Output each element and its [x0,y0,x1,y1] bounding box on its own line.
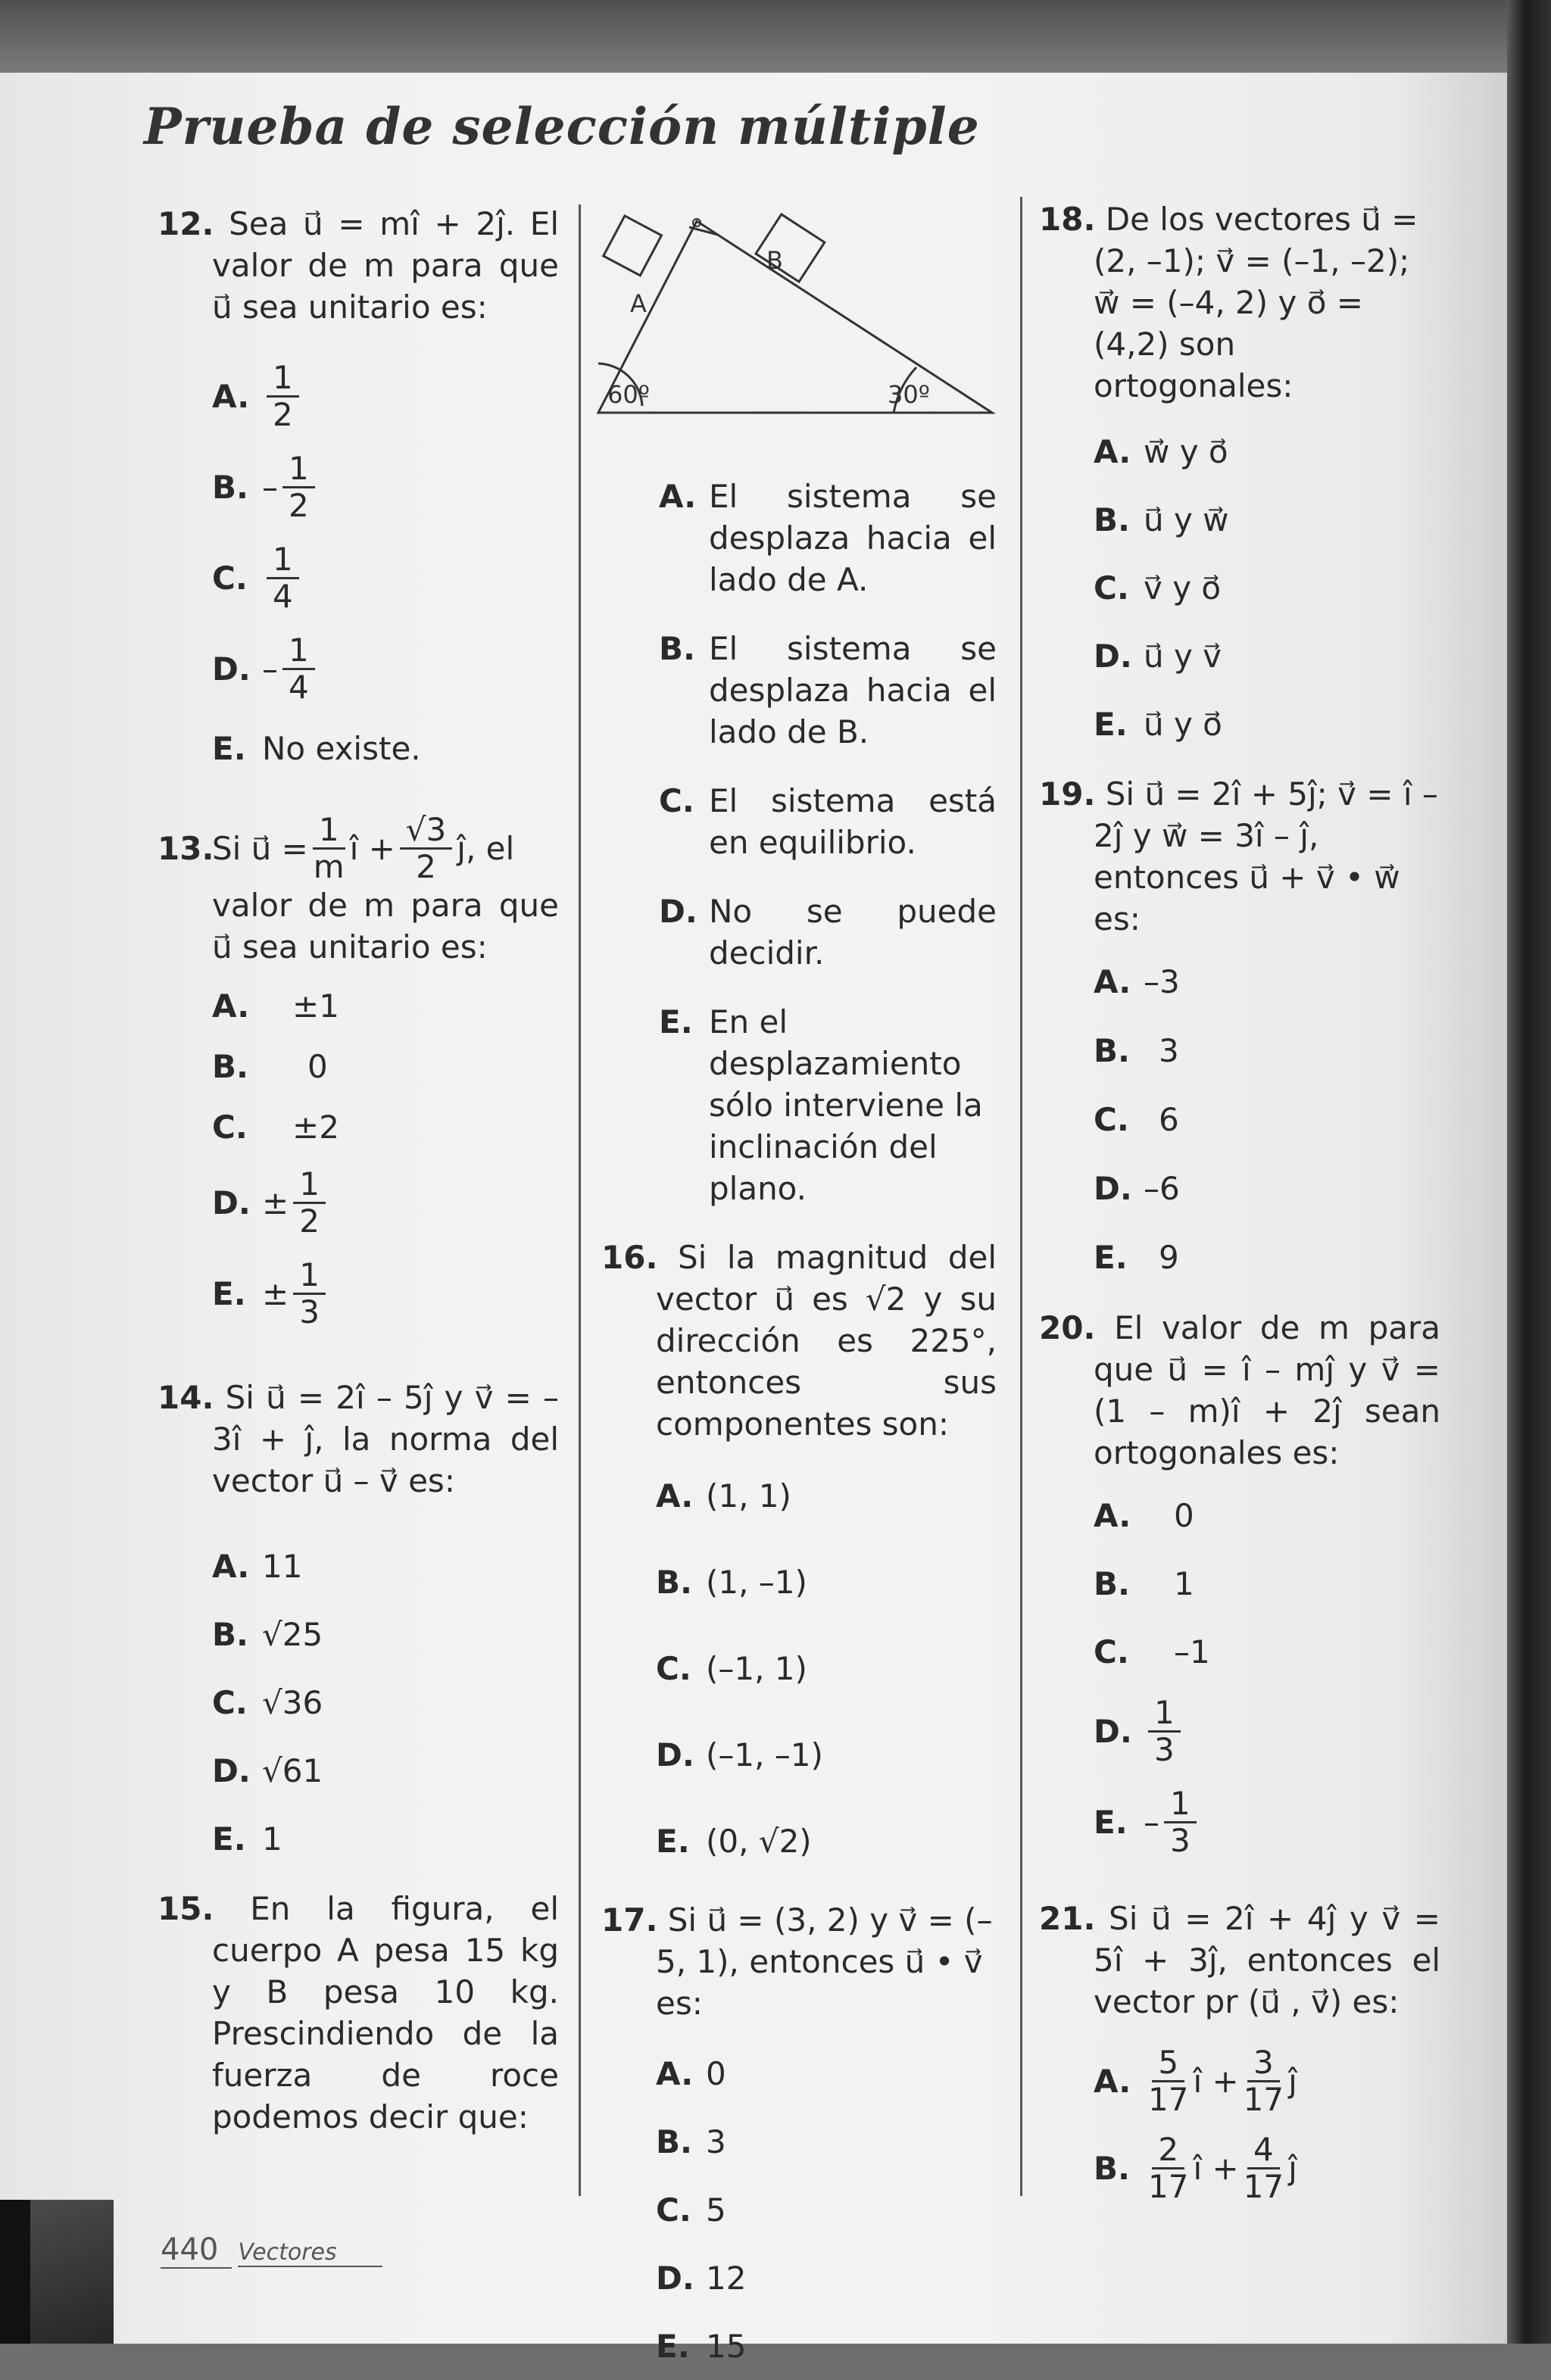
option-value: –3 [1144,963,1180,1000]
numerator: 3 [1247,2045,1280,2082]
question-number: 12. [158,205,214,242]
question-text [158,1888,559,2138]
option-value: 11 [262,1547,303,1585]
option-b[interactable] [212,1600,559,1668]
option-label: C. [212,559,248,597]
option-value: î + [1193,2063,1239,2100]
option-value: 3 [706,2123,726,2160]
column-2 [601,476,997,2380]
fraction [1148,1695,1181,1767]
option-value: ±2 [292,1108,339,1146]
option-label: D. [1094,1170,1132,1207]
option-value: ±1 [292,987,339,1025]
option-label: B. [659,630,695,667]
question-body: Si u⃗ = [212,830,308,867]
option-label: B. [212,468,248,506]
option-value: En el desplazamiento sólo interviene la inclinación del plano. [709,1003,983,1207]
fraction [267,542,299,614]
option-b[interactable] [212,441,559,532]
option-label: C. [212,1683,248,1721]
question-15 [158,1888,559,2138]
option-label: D. [212,650,251,688]
numerator: 2 [1152,2132,1184,2169]
fraction [1244,2132,1284,2204]
denominator: 4 [289,668,309,706]
option-label: D. [656,2259,694,2297]
option-d[interactable] [656,2244,997,2312]
denominator: 2 [273,395,293,433]
angle-label-left: 60º [607,380,650,409]
option-value: No se puede decidir. [709,893,997,972]
question-body: Si u⃗ = 2î + 5ĵ; v⃗ = î – 2ĵ y w⃗ = 3î – ĵ, entonces u⃗ + v⃗ • w⃗ es: [1094,775,1438,937]
denominator: 2 [299,1202,320,1240]
option-b[interactable] [1094,1549,1440,1617]
option-label: C. [1094,569,1129,607]
column-1 [158,203,559,2138]
question-14 [158,1377,559,1873]
option-label: B. [1094,1564,1130,1602]
option-b[interactable] [1094,1016,1440,1085]
option-label: A. [1094,432,1131,470]
option-label: A. [656,2054,694,2092]
option-value: u⃗ y v⃗ [1144,637,1222,675]
fraction [1148,2045,1188,2117]
question-number: 18. [1039,201,1096,238]
denominator: 2 [289,486,309,524]
option-e[interactable] [656,1820,997,1884]
option-value: √25 [262,1615,323,1653]
numerator: 1 [267,542,299,579]
options [1039,2038,1440,2212]
option-c[interactable] [659,780,997,863]
question-body: Sea u⃗ = mî + 2ĵ. El valor de m para que u⃗ sea unitario es: [212,205,560,326]
denominator: 2 [416,848,436,885]
denominator: 4 [273,577,293,615]
question-body: El valor de m para que u⃗ = î – mĵ y v⃗ = (1 – m)î + 2ĵ sean ortogonales es: [1094,1309,1440,1471]
fraction [1244,2045,1284,2117]
option-value: √61 [262,1751,323,1789]
option-label: E. [212,1820,246,1858]
question-number: 13. [158,830,214,867]
question-text [601,1237,997,1445]
numerator: 1 [282,633,315,670]
option-c[interactable] [1094,1617,1440,1686]
option-e[interactable] [212,714,559,782]
option-value: î + [1193,2150,1239,2187]
option-b[interactable] [656,2107,997,2176]
option-a[interactable] [1094,2038,1440,2125]
column-3 [1039,198,1440,2212]
option-value: El sistema se desplaza hacia el lado de B. [709,630,997,750]
option-a[interactable] [212,1532,559,1600]
column-divider-right [1020,197,1022,2196]
question-text [158,1377,559,1502]
option-e[interactable] [656,2312,997,2380]
denominator: 3 [1154,1730,1175,1768]
scan-top-edge [0,0,1551,73]
option-label: D. [212,1184,251,1221]
numerator: 1 [313,813,345,850]
fraction [267,360,299,432]
option-label: D. [659,893,697,930]
option-label: E. [659,1003,693,1040]
option-c[interactable] [212,532,559,623]
block-a [604,216,662,276]
option-label: B. [212,1047,248,1085]
option-e[interactable] [659,1001,997,1209]
option-b[interactable] [659,628,997,753]
option-value: 0 [1174,1496,1194,1534]
option-value: √36 [262,1683,323,1721]
inclined-plane-figure [591,212,1007,424]
option-label: C. [212,1108,248,1146]
question-number: 14. [158,1379,214,1416]
option-a[interactable] [212,351,559,441]
option-e[interactable] [1094,1776,1440,1867]
option-label: C. [659,782,694,819]
option-c[interactable] [1094,554,1440,622]
option-label: E. [1094,1803,1128,1841]
denominator: 17 [1243,2168,1284,2205]
option-value: 12 [706,2259,747,2297]
option-c[interactable] [1094,1085,1440,1154]
option-sign: ± [262,1274,289,1312]
option-a[interactable] [212,975,559,1036]
option-label: B. [1094,501,1130,538]
fraction [400,813,452,884]
question-13 [158,813,559,1339]
option-value: 5 [706,2191,726,2229]
question-12 [158,203,559,782]
option-sign: ± [262,1184,289,1221]
denominator: 3 [299,1293,320,1330]
option-label: C. [1094,1633,1129,1670]
question-body: î + [349,830,395,867]
option-label: A. [212,1547,250,1585]
question-body: En la figura, el cuerpo A pesa 15 kg y B pesa 10 kg. Prescindiendo de la fuerza de roce podemos decir que: [212,1890,559,2135]
option-e[interactable] [212,1248,559,1339]
question-text [1039,1898,1440,2023]
block-label-a: A [630,289,647,318]
block-label-b: B [766,246,783,275]
option-d[interactable] [1094,622,1440,690]
option-d[interactable] [1094,1154,1440,1223]
option-d[interactable] [659,891,997,974]
denominator: 17 [1148,2168,1189,2205]
fraction [293,1167,326,1239]
option-label: C. [656,2191,691,2229]
option-a[interactable] [1094,417,1440,485]
option-c[interactable] [656,1648,997,1734]
options [158,1532,559,1873]
option-value: 1 [1174,1564,1194,1602]
fraction [1164,1786,1197,1858]
option-a[interactable] [1094,947,1440,1016]
page-number: 440 [161,2232,232,2269]
question-21 [1039,1898,1440,2212]
option-b[interactable] [1094,485,1440,554]
option-a[interactable] [1094,1481,1440,1549]
column-divider-left [579,204,581,2196]
page-title: Prueba de selección múltiple [144,97,980,156]
option-c[interactable] [656,2176,997,2244]
option-value: u⃗ y w⃗ [1144,501,1229,538]
question-text [158,203,559,328]
question-number: 21. [1039,1900,1096,1937]
option-value: w⃗ y o⃗ [1144,432,1228,470]
option-c[interactable] [212,1096,559,1157]
option-label: A. [659,478,697,515]
options [601,2039,997,2380]
option-value: No existe. [262,729,421,767]
option-label: D. [1094,1712,1132,1750]
question-text [1039,773,1440,940]
numerator: 4 [1247,2132,1280,2169]
option-e[interactable] [1094,690,1440,758]
option-label: D. [212,1751,251,1789]
option-label: A. [1094,963,1131,1000]
option-value: v⃗ y o⃗ [1144,569,1222,607]
option-label: E. [212,1274,246,1312]
option-a[interactable] [659,476,997,600]
option-label: A. [1094,1496,1131,1534]
denominator: 17 [1243,2081,1284,2118]
options [1039,1481,1440,1867]
question-18 [1039,198,1440,758]
option-label: E. [1094,1239,1128,1276]
option-a[interactable] [656,2039,997,2107]
option-label: D. [1094,637,1132,675]
option-value: ĵ [1288,2150,1297,2187]
option-a[interactable] [656,1475,997,1561]
option-label: E. [656,2327,690,2365]
option-sign: – [262,650,278,688]
option-label: B. [656,1564,692,1601]
question-body: Si u⃗ = 2î – 5ĵ y v⃗ = –3î + ĵ, la norma del vector u⃗ – v⃗ es: [212,1379,559,1499]
question-text [601,1899,997,2024]
question-text [1039,198,1440,407]
option-e[interactable] [212,1804,559,1873]
fraction [313,813,345,884]
question-body: Si la magnitud del vector u⃗ es √2 y su dirección es 225°, entonces sus componentes son: [656,1239,997,1443]
fraction [1148,2132,1188,2204]
numerator: 1 [282,451,315,488]
question-number: 16. [601,1239,658,1276]
question-text [158,813,559,884]
question-number: 20. [1039,1309,1096,1346]
options [158,975,559,1339]
option-value: 0 [307,1047,328,1085]
page-footer [161,2232,382,2267]
question-body: valor de m para que u⃗ sea unitario es: [212,887,559,965]
option-label: E. [212,729,246,767]
option-label: A. [1094,2063,1131,2100]
angle-label-right: 30º [888,380,930,409]
question-16 [601,1237,997,1884]
option-label: E. [656,1823,690,1860]
question-body: Si u⃗ = (3, 2) y v⃗ = (–5, 1), entonces u⃗ • v⃗ es: [656,1901,993,2022]
option-label: B. [1094,1032,1130,1069]
option-label: B. [656,2123,692,2160]
option-value: 6 [1159,1101,1179,1138]
numerator: 1 [267,360,299,398]
fraction [282,451,315,523]
option-label: B. [1094,2150,1130,2187]
numerator: 1 [293,1167,326,1204]
options [158,351,559,782]
question-19 [1039,773,1440,1292]
option-value: (1, 1) [706,1477,791,1514]
option-value: u⃗ y o⃗ [1144,705,1222,743]
option-sign: – [262,468,278,506]
denominator: 17 [1148,2081,1189,2118]
option-label: D. [656,1736,694,1773]
option-label: B. [212,1615,248,1653]
options [601,1475,997,1884]
option-value: 9 [1159,1239,1179,1276]
numerator: 1 [293,1258,326,1295]
option-value: El sistema se desplaza hacia el lado de A. [709,478,997,598]
option-value: El sistema está en equilibrio. [709,782,997,861]
question-body: ĵ, el [457,830,515,867]
option-label: C. [1094,1101,1129,1138]
option-b[interactable] [656,1561,997,1648]
option-value: –6 [1144,1170,1180,1207]
option-c[interactable] [212,1668,559,1736]
option-label: A. [212,987,250,1025]
question-number: 15. [158,1890,214,1927]
option-d[interactable] [212,1157,559,1248]
option-value: (–1, –1) [706,1736,823,1773]
question-17 [601,1899,997,2380]
question-number: 19. [1039,775,1096,813]
option-value: 3 [1159,1032,1179,1069]
question-number: 17. [601,1901,658,1939]
option-d[interactable] [656,1734,997,1820]
option-value: –1 [1174,1633,1210,1670]
numerator: 1 [1148,1695,1181,1733]
option-value: (0, √2) [706,1823,812,1860]
option-value: 15 [706,2327,747,2365]
option-d[interactable] [212,1736,559,1804]
options [1039,417,1440,758]
option-label: A. [656,1477,694,1514]
numerator: √3 [400,813,452,850]
book-spine-shadow [1507,0,1551,2344]
option-label: A. [212,377,250,415]
option-b[interactable] [212,1036,559,1096]
option-d[interactable] [212,623,559,714]
denominator: 3 [1170,1821,1191,1859]
fraction [282,633,315,705]
option-value: 0 [706,2054,726,2092]
question-text [1039,1307,1440,1474]
option-value: (1, –1) [706,1564,807,1601]
numerator: 5 [1152,2045,1184,2082]
section-name: Vectores [238,2239,382,2267]
option-e[interactable] [1094,1223,1440,1292]
scan-corner-dark [0,2200,30,2344]
option-value: (–1, 1) [706,1650,807,1687]
option-sign: – [1144,1803,1159,1841]
question-20 [1039,1307,1440,1867]
option-d[interactable] [1094,1686,1440,1776]
denominator: m [313,848,345,885]
option-b[interactable] [1094,2125,1440,2212]
question-15-options [656,476,997,1209]
numerator: 1 [1164,1786,1197,1823]
option-value: ĵ [1288,2063,1297,2100]
question-body: De los vectores u⃗ = (2, –1); v⃗ = (–1, –2); w⃗ = (–4, 2) y o⃗ = (4,2) son ortogonales: [1094,201,1418,404]
question-body: Si u⃗ = 2î + 4ĵ y v⃗ = 5î + 3ĵ, entonces el vector pr (u⃗ , v⃗) es: [1094,1900,1440,2020]
fraction [293,1258,326,1330]
option-label: C. [656,1650,691,1687]
option-value: 1 [262,1820,282,1858]
option-label: E. [1094,705,1128,743]
options [1039,947,1440,1292]
